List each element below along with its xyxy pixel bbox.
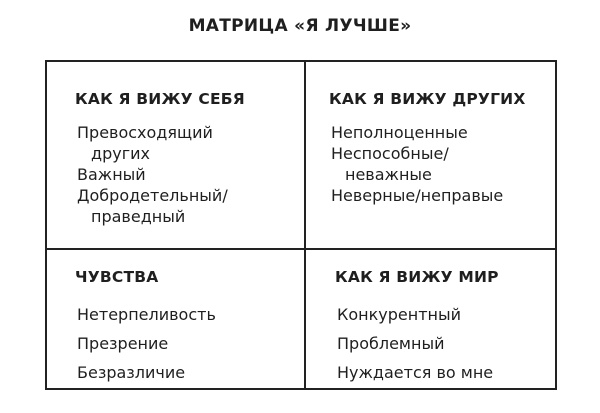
list-item-continuation: праведный <box>91 207 186 226</box>
quadrant-feelings <box>75 268 300 387</box>
list-item-continuation: неважные <box>345 165 432 184</box>
list-item-text: Конкурентный <box>337 305 462 324</box>
list-item <box>337 300 550 329</box>
list-item <box>77 329 300 358</box>
vertical-divider <box>304 62 306 388</box>
list-item-text: Неполноценные <box>331 123 468 142</box>
quadrant-how-i-see-the-world <box>335 268 550 387</box>
quadrant-list <box>337 300 550 387</box>
list-item <box>77 122 300 164</box>
quadrant-heading: ЧУВСТВА <box>75 268 159 286</box>
horizontal-divider <box>47 248 555 250</box>
quadrant-list <box>77 122 300 227</box>
list-item <box>77 164 300 185</box>
list-item-text: Добродетельный/ <box>77 186 228 205</box>
list-item <box>331 143 554 185</box>
list-item-text: Презрение <box>77 334 169 353</box>
list-item-text: Проблемный <box>337 334 445 353</box>
list-item-text: Нуждается во мне <box>337 363 494 382</box>
list-item <box>331 185 554 206</box>
quadrant-list <box>77 300 300 387</box>
quadrant-heading: КАК Я ВИЖУ СЕБЯ <box>75 90 245 108</box>
quadrant-how-i-see-myself <box>75 90 300 227</box>
list-item <box>337 358 550 387</box>
list-item-text: Превосходящий <box>77 123 213 142</box>
list-item <box>77 185 300 227</box>
list-item <box>77 300 300 329</box>
list-item <box>337 329 550 358</box>
quadrant-list <box>331 122 554 206</box>
quadrant-heading: КАК Я ВИЖУ ДРУГИХ <box>329 90 526 108</box>
list-item-text: Нетерпеливость <box>77 305 216 324</box>
list-item-text: Неверные/неправые <box>331 186 504 205</box>
page-title: МАТРИЦА «Я ЛУЧШЕ» <box>188 16 412 36</box>
quadrant-how-i-see-others <box>329 90 554 206</box>
list-item <box>331 122 554 143</box>
list-item-text: Неспособные/ <box>331 144 449 163</box>
quadrant-heading: КАК Я ВИЖУ МИР <box>335 268 499 286</box>
list-item-text: Важный <box>77 165 146 184</box>
matrix-grid <box>45 60 557 390</box>
list-item <box>77 358 300 387</box>
list-item-text: Безразличие <box>77 363 186 382</box>
list-item-continuation: других <box>91 144 150 163</box>
